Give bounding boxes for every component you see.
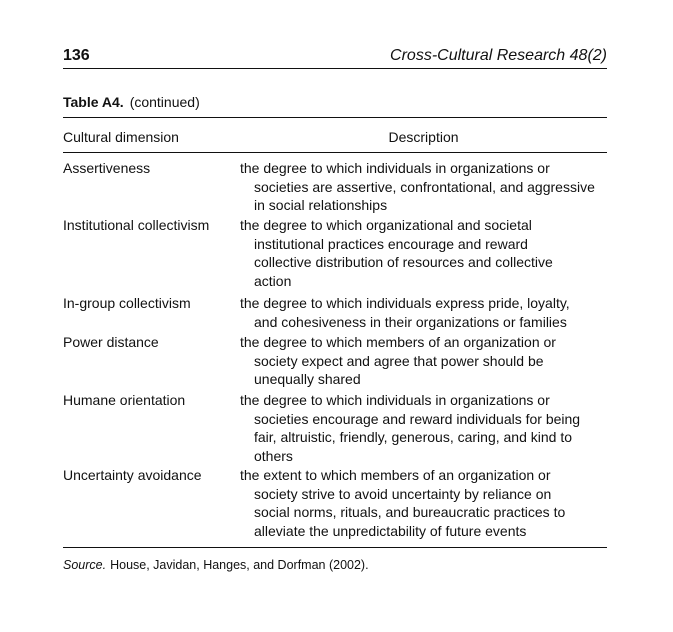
description-line: in social relationships bbox=[254, 197, 388, 213]
column-header-cultural-dimension: Cultural dimension bbox=[63, 129, 179, 145]
description-line: the degree to which organizational and societal bbox=[240, 217, 532, 233]
table-row bbox=[63, 294, 607, 331]
source-citation: House, Javidan, Hanges, and Dorfman (2002). bbox=[110, 558, 369, 572]
description-line: the degree to which individuals in organizations or bbox=[240, 392, 550, 408]
description-line: societies are assertive, confrontational, and aggressive bbox=[254, 178, 595, 195]
table-row bbox=[63, 216, 607, 290]
journal-name: Cross-Cultural Research 48(2) bbox=[390, 47, 607, 64]
description-line: alleviate the unpredictability of future events bbox=[254, 522, 527, 539]
table-label: Table A4. bbox=[63, 94, 124, 110]
table-row bbox=[63, 466, 607, 540]
column-header-description: Description bbox=[388, 129, 459, 145]
description-line: action bbox=[254, 272, 292, 289]
description-cell bbox=[240, 391, 607, 465]
description-cell bbox=[240, 294, 607, 331]
description-line: collective distribution of resources and collective bbox=[254, 254, 553, 270]
description-cell bbox=[240, 216, 607, 290]
description-line: the degree to which individuals express pride, loyalty, bbox=[240, 295, 570, 311]
running-head bbox=[63, 45, 607, 67]
table-header-rule bbox=[63, 152, 607, 153]
table-row bbox=[63, 333, 607, 389]
cultural-dimension-cell: Power distance bbox=[63, 334, 159, 350]
description-line: the degree to which individuals in organizations or bbox=[240, 160, 550, 176]
description-line: societies encourage and reward individuals for being bbox=[254, 410, 581, 427]
cultural-dimension-cell: Institutional collectivism bbox=[63, 217, 210, 233]
cultural-dimension-cell: Humane orientation bbox=[63, 392, 186, 408]
table-row bbox=[63, 391, 607, 465]
cultural-dimension-cell: In-group collectivism bbox=[63, 295, 191, 311]
description-line: others bbox=[254, 447, 293, 464]
description-cell bbox=[240, 333, 607, 389]
source-label: Source. bbox=[63, 558, 107, 572]
cultural-dimension-cell: Assertiveness bbox=[63, 160, 151, 176]
description-line: and cohesiveness in their organizations or families bbox=[254, 313, 567, 330]
table-row bbox=[63, 159, 607, 215]
header-divider bbox=[63, 68, 607, 69]
table-top-rule bbox=[63, 117, 607, 118]
description-line: the extent to which members of an organization or bbox=[240, 467, 551, 483]
table-header-row bbox=[63, 127, 607, 147]
description-line: society strive to avoid uncertainty by reliance on bbox=[254, 485, 552, 502]
description-line: social norms, rituals, and bureaucratic practices to bbox=[254, 504, 566, 520]
table-caption bbox=[63, 92, 200, 112]
cultural-dimension-cell: Uncertainty avoidance bbox=[63, 467, 202, 483]
description-cell bbox=[240, 159, 607, 215]
description-line: fair, altruistic, friendly, generous, caring, and kind to bbox=[254, 429, 573, 445]
description-line: society expect and agree that power should be bbox=[254, 352, 544, 369]
table-source-note bbox=[63, 556, 369, 574]
table-bottom-rule bbox=[63, 547, 607, 548]
description-line: the degree to which members of an organization or bbox=[240, 334, 556, 350]
description-line: institutional practices encourage and reward bbox=[254, 235, 528, 252]
description-cell bbox=[240, 466, 607, 540]
description-line: unequally shared bbox=[254, 371, 361, 387]
journal-page bbox=[63, 0, 607, 632]
page-number: 136 bbox=[63, 47, 90, 64]
table-continued-note: (continued) bbox=[129, 94, 200, 110]
